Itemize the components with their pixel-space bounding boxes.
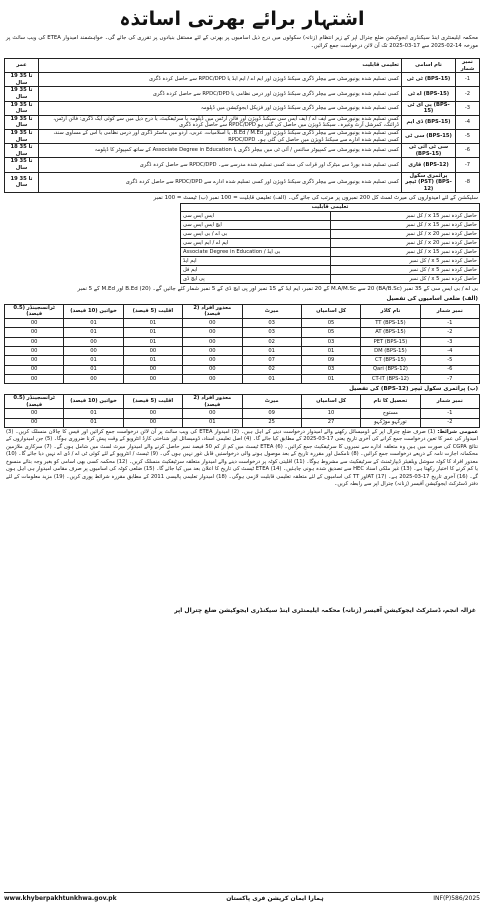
seats_table-header-cell: ٹرانسجینڈر (0.5 فیصد) [5, 304, 64, 318]
posts-cell-name: ڈی ایم (BPS-15) [402, 115, 456, 129]
seats_table-cell: 00 [123, 365, 182, 374]
seats_table-header-cell: نمبر شمار [420, 304, 479, 318]
seats_table-row [5, 356, 480, 365]
seats_table-cell: DM (BPS-15) [361, 346, 420, 355]
posts-cell-age: 19 تا 35 سال [5, 73, 39, 87]
seats_table-cell: 00 [5, 337, 64, 346]
seats_table-header-cell: خواتین (10 فیصد) [64, 304, 123, 318]
marks-note: سلیکشن کے لئے امیدواروں کی میرٹ لسٹ کل 200 نمبروں پر مرتب کی جائے گی۔ (الف) تعلیمی قابلیت = 100 نمبر (ب) ٹیسٹ = 100 نمبر [153, 195, 478, 202]
pst-table [4, 394, 480, 428]
posts-row [5, 144, 480, 158]
pst_table-cell: 00 [123, 409, 182, 418]
seats_table-cell: 00 [183, 328, 242, 337]
marks-footnote: بی اے / بی ایس سی کے 35 نمبر (BA/B.Sc) 20 سے M.A/M.Sc کے 20 نمبر، ایم ایڈ کے 15 نمبر اور پی ایچ ڈی کے 5 نمبر شمار کئے جائیں گے۔ B.Ed (20) اور M.Ed کے 5 نمبر [77, 285, 478, 292]
seats_table-cell: -7 [420, 374, 479, 383]
title-bar [4, 4, 480, 34]
page-title: اشتہار برائے بھرتی اساتذہ [119, 8, 365, 30]
marks-row [181, 229, 480, 238]
seats_table-header-cell: نام کاڈر [361, 304, 420, 318]
intro-paragraph: محکمہ ایلیمنٹری اینڈ سیکنڈری ایجوکیشن ضلع چترال اپر کے زیر انتظام (زنانہ) سکولوں میں درج ذیل اسامیوں پر بھرتی کے لئے مستقل بنیادوں پر تقرری کی جائے گی۔ خواہشمند امیدوار ETEA کی ویب سائٹ پر مورخہ 14-02-2025 سے 17-03-2025 تک آن لائن درخواست جمع کرائیں۔ [6, 35, 479, 49]
seats_table-cell: -1 [420, 319, 479, 328]
marks-cell-formula: حاصل کردہ نمبر x 15 / کل نمبر [330, 220, 480, 229]
seats_table-cell: 00 [123, 374, 182, 383]
posts-row [5, 115, 480, 129]
posts-cell-no: -5 [456, 129, 480, 143]
marks-cell-formula: حاصل کردہ نمبر x 15 / کل نمبر [330, 247, 480, 256]
seats_table-cell: 00 [5, 365, 64, 374]
seats_table-cell: 01 [64, 365, 123, 374]
signature-line: غزالہ انجم، ڈسٹرکٹ ایجوکیشن آفیسر (زنانہ) محکمہ ایلیمنٹری اینڈ سیکنڈری ایجوکیشن ضلع چترال اپر [174, 606, 476, 614]
posts-cell-age: 19 تا 35 سال [5, 87, 39, 101]
posts-cell-qualification: کسی تسلیم شدہ یونیورسٹی سے بیچلر ڈگری سیکنڈ ڈویژن اور فزیکل ایجوکیشن میں ڈپلومہ [39, 101, 402, 115]
seats_table-cell: 01 [242, 374, 301, 383]
marks-row [181, 220, 480, 229]
pst_table-cell: 00 [5, 418, 64, 427]
pst-heading: (ب) پرائمری سکول ٹیچر (BPS-12) کی تفصیل [349, 386, 478, 393]
pst_table-cell: -2 [420, 418, 479, 427]
pst_table-cell: 01 [64, 409, 123, 418]
marks-cell-formula: حاصل کردہ نمبر x 15 / کل نمبر [330, 211, 480, 220]
posts-cell-age: 19 تا 35 سال [5, 101, 39, 115]
seats_table-cell: 01 [242, 346, 301, 355]
pst_table-cell: 10 [301, 409, 360, 418]
posts-cell-name: سی ٹی آئی ٹی (BPS-15) [402, 144, 456, 158]
seats_table-cell: 00 [64, 337, 123, 346]
seats_table-row [5, 319, 480, 328]
marks-cell-qualification: ایچ ایس ایس سی [181, 220, 331, 229]
seats_table-cell: 01 [64, 319, 123, 328]
seats_table-cell: 03 [301, 365, 360, 374]
seats-table [4, 304, 480, 384]
marks-row [181, 256, 480, 265]
footer-reference: INF(P)586/2025 [433, 895, 480, 902]
seats_table-cell: 01 [64, 328, 123, 337]
pst_table-cell: 01 [183, 418, 242, 427]
seats_table-cell: 02 [242, 337, 301, 346]
seats_table-cell: 00 [183, 346, 242, 355]
marks-cell-qualification: Associate Degree in Education / بی ایڈ [181, 247, 331, 256]
posts-row [5, 87, 480, 101]
marks-table [180, 203, 480, 284]
seats_table-cell: -2 [420, 328, 479, 337]
posts-cell-no: -7 [456, 158, 480, 172]
posts-cell-age: 19 تا 35 سال [5, 172, 39, 193]
posts-cell-name: اے ٹی (BPS-15) [402, 87, 456, 101]
posts-row [5, 129, 480, 143]
seats_table-cell: 00 [183, 356, 242, 365]
posts-cell-name: پرائمری سکول ٹیچر (PST) (BPS-12) [402, 172, 456, 193]
marks-cell-qualification: ایم ایڈ [181, 256, 331, 265]
pst_table-header-cell: میرٹ [242, 395, 301, 409]
marks-cell-qualification: بی اے / بی ایس سی [181, 229, 331, 238]
posts-cell-qualification: کسی تسلیم شدہ یونیورسٹی سے بیچلر ڈگری سیکنڈ ڈویژن اور کسی تسلیم شدہ ادارے سے RPDC/DPD سے حاصل کردہ ڈگری [39, 172, 402, 193]
seats_table-cell: 00 [183, 374, 242, 383]
terms-title: عمومی شرائط: [437, 428, 478, 435]
marks-row [181, 265, 480, 274]
pst_table-row [5, 409, 480, 418]
seats_table-cell: PET (BPS-15) [361, 337, 420, 346]
posts-row [5, 158, 480, 172]
pst_table-header-cell: خواتین (10 فیصد) [64, 395, 123, 409]
footer-slogan: ہمارا ایمان کرپشن فری پاکستان [226, 895, 324, 902]
posts-body [5, 73, 480, 193]
seats_table-cell: 03 [242, 328, 301, 337]
posts-header-no: نمبر شمار [456, 59, 480, 73]
marks-cell-qualification: ایم اے / ایم ایس سی [181, 238, 331, 247]
marks-cell-formula: حاصل کردہ نمبر x 20 / کل نمبر [330, 229, 480, 238]
seats_table-cell: 01 [123, 328, 182, 337]
seats_table-cell: 03 [301, 337, 360, 346]
footer-website: www.khyberpakhtunkhwa.gov.pk [4, 895, 117, 902]
posts-cell-name: ٹی ٹی (BPS-15) [402, 73, 456, 87]
marks-header: تعلیمی قابلیت [181, 204, 480, 212]
seats_table-cell: CT-IT (BPS-12) [361, 374, 420, 383]
pst_table-header-cell: تحصیل کا نام [361, 395, 420, 409]
seats_table-cell: 01 [123, 356, 182, 365]
seats_table-cell: 01 [64, 356, 123, 365]
pst_table-header-cell: کل اسامیاں [301, 395, 360, 409]
seats_table-cell: -6 [420, 365, 479, 374]
posts-header-qualification: تعلیمی قابلیت [39, 59, 402, 73]
seats_table-cell: 01 [301, 374, 360, 383]
seats_table-cell: 00 [183, 319, 242, 328]
pst_table-header-cell: نمبر شمار [420, 395, 479, 409]
seats_table-cell: 02 [242, 365, 301, 374]
seats-body [5, 319, 480, 384]
seats_table-cell: 00 [64, 374, 123, 383]
pst_table-cell: 00 [123, 418, 182, 427]
pst-header-row [5, 395, 480, 409]
seats_table-cell: 03 [242, 319, 301, 328]
seats_table-cell: -5 [420, 356, 479, 365]
pst_table-cell: 27 [301, 418, 360, 427]
marks-cell-qualification: ایم فل [181, 265, 331, 274]
posts-row [5, 172, 480, 193]
marks-row [181, 247, 480, 256]
seats_table-row [5, 346, 480, 355]
seats_table-cell: 00 [183, 365, 242, 374]
posts-table [4, 58, 480, 193]
posts-cell-no: -6 [456, 144, 480, 158]
seats_table-cell: 07 [242, 356, 301, 365]
marks-cell-formula: حاصل کردہ نمبر x 20 / کل نمبر [330, 238, 480, 247]
pst_table-header-cell: اقلیت (5 فیصد) [123, 395, 182, 409]
pst-body [5, 409, 480, 428]
seats_table-cell: 00 [5, 346, 64, 355]
seats_table-cell: 09 [301, 356, 360, 365]
posts-cell-age: 19 تا 35 سال [5, 129, 39, 143]
posts-cell-no: -8 [456, 172, 480, 193]
seats_table-cell: 00 [123, 346, 182, 355]
seats_table-cell: TT (BPS-15) [361, 319, 420, 328]
seats_table-cell: AT (BPS-15) [361, 328, 420, 337]
posts-cell-no: -3 [456, 101, 480, 115]
posts-cell-qualification: کسی تسلیم شدہ یونیورسٹی سے بیچلر ڈگری سیکنڈ ڈویژن اور درس نظامی یا RPDC/DPD سے حاصل کردہ ڈگری [39, 87, 402, 101]
seats_table-row [5, 365, 480, 374]
seats_table-cell: Qari (BPS-12) [361, 365, 420, 374]
marks-cell-formula: حاصل کردہ نمبر x 5 / کل نمبر [330, 274, 480, 283]
marks-row [181, 274, 480, 283]
posts-cell-age: 18 تا 35 سال [5, 144, 39, 158]
posts-header-name: نام اسامی [402, 59, 456, 73]
seats_table-header-cell: معذور افراد (2 فیصد) [183, 304, 242, 318]
marks-row [181, 211, 480, 220]
pst_table-cell: -1 [420, 409, 479, 418]
seats_table-cell: 01 [123, 337, 182, 346]
seats_table-cell: 00 [5, 319, 64, 328]
seats_table-cell: 05 [301, 319, 360, 328]
pst_table-header-cell: معذور افراد (2 فیصد) [183, 395, 242, 409]
pst_table-cell: 00 [5, 409, 64, 418]
marks-cell-qualification: پی ایچ ڈی [181, 274, 331, 283]
seats_table-cell: 00 [64, 346, 123, 355]
posts-cell-no: -2 [456, 87, 480, 101]
seats_table-header-cell: اقلیت (5 فیصد) [123, 304, 182, 318]
seats_table-row [5, 337, 480, 346]
marks-cell-qualification: ایس ایس سی [181, 211, 331, 220]
seats_table-row [5, 328, 480, 337]
posts-cell-name: قاری (BPS-12) [402, 158, 456, 172]
marks-cell-formula: حاصل کردہ نمبر x 5 / کل نمبر [330, 256, 480, 265]
seats_table-row [5, 374, 480, 383]
seats-heading: (الف) ضلعی اسامیوں کی تفصیل [386, 295, 478, 302]
posts-cell-name: سی ٹی (BPS-15) [402, 129, 456, 143]
seats_table-cell: CT (BPS-15) [361, 356, 420, 365]
posts-cell-age: 19 تا 35 سال [5, 115, 39, 129]
posts-row [5, 101, 480, 115]
posts-cell-qualification: کسی تسلیم شدہ یونیورسٹی سے ایف اے / ایف ایس سی سیکنڈ ڈویژن اور فائن آرٹس میں ڈپلومہ یا سرٹیفکیٹ، یا درج ذیل میں سے کوئی ایک ڈگری: فائن آرٹس، ڈرائنگ، کمرشل آرٹ وغیرہ۔ سیکنڈ ڈویژن میں حاصل کی گئی ہو RPDC/DPD سے حاصل کردہ ڈگری [39, 115, 402, 129]
posts-cell-qualification: کسی تسلیم شدہ یونیورسٹی سے بیچلر ڈگری سیکنڈ ڈویژن اور ایم اے / ایم ایڈ یا RPDC/DPD سے حاصل کردہ ڈگری [39, 73, 402, 87]
seats_table-header-cell: کل اسامیاں [301, 304, 360, 318]
posts-cell-name: پی ای ٹی (BPS-15) [402, 101, 456, 115]
seats_table-cell: 00 [5, 356, 64, 365]
seats_table-cell: 05 [301, 328, 360, 337]
general-terms [4, 428, 480, 606]
marks-row [181, 238, 480, 247]
posts-cell-no: -4 [456, 115, 480, 129]
seats_table-cell: -4 [420, 346, 479, 355]
seats-header-row [5, 304, 480, 318]
terms-text: (1) صرف ضلع چترال اپر کے ڈومیسائل رکھنے والے امیدوار درخواست دینے کے اہل ہیں۔ (2) امیدوار ETEA کی ویب سائٹ پر آن لائن درخواست جمع کرائیں اور فیس کا چالان منسلک کریں۔ (3) امیدوار کی عمر کا تعین درخواست جمع کرانے کی آخری تاریخ یعنی 17-03-2025 کے مطابق کیا جائے گا۔ (4) اصل تعلیمی اسناد، ڈومیسائل اور شناختی کارڈ انٹرویو کے وقت پیش کرنا ضروری ہوگا۔ (5) جن امیدواروں کے نتائج CGPA کی صورت میں ہیں وہ متعلقہ ادارے سے نمبروں کا سرٹیفکیٹ جمع کرائیں۔ (6) ETEA ٹیسٹ میں کم از کم 50 فیصد نمبر حاصل کرنے والے امیدوار میرٹ لسٹ میں شامل ہوں گے۔ (7) سرکاری ملازمین محکمانہ اجازت نامہ کے ذریعے درخواست جمع کرائیں۔ (8) نامکمل اور مقررہ تاریخ کے بعد موصول ہونے والی درخواستیں قابل غور نہیں ہوں گی۔ (9) ٹیسٹ / انٹرویو کے لئے کوئی ٹی اے / ڈی اے نہیں دیا جائے گا۔ (10) معذور افراد کا کوٹہ سوشل ویلفیئر ڈیپارٹمنٹ کے سرٹیفکیٹ سے مشروط ہوگا۔ (11) اقلیتی کوٹہ پر درخواست دینے والے امیدوار متعلقہ سرٹیفکیٹ منسلک کریں۔ (12) محکمہ کسی بھی اسامی کو بغیر وجہ بتائے منسوخ یا کم کرنے کا اختیار رکھتا ہے۔ (13) غیر ملکی اسناد HEC سے تصدیق شدہ ہونی چاہئیں۔ (14) ETEA ٹیسٹ کی تاریخ کا اعلان بعد میں کیا جائے گا۔ (15) ضلعی کوٹہ کی اسامیوں پر صرف مقامی امیدوار ہی اہل ہوں گے۔ (16) آخری تاریخ 17-03-2025 ہے۔ (17) ATاور TT کی اسامیوں کے لئے متعلقہ تعلیمی قابلیت لازمی ہوگی۔ (18) امیدوار تعلیمی پالیسی 2011 کے مطابق مقررہ شرائط پوری کریں۔ (19) مزید معلومات کے لئے دفتر ڈسٹرکٹ ایجوکیشن آفیسر (زنانہ) چترال اپر سے رابطہ کریں۔ [6, 428, 479, 488]
posts-cell-age: 19 تا 35 سال [5, 158, 39, 172]
pst_table-cell: 25 [242, 418, 301, 427]
seats_table-cell: 00 [5, 328, 64, 337]
seats_table-cell: 01 [301, 346, 360, 355]
posts-cell-qualification: کسی تسلیم شدہ یونیورسٹی سے بیچلر ڈگری سیکنڈ ڈویژن اور B.Ed / M.Ed، یا اسلامیات، عربی، اردو میں ماسٹر ڈگری اور درس نظامی یا اس کے مساوی سند، کسی تسلیم شدہ ادارے سے سیکنڈ ڈویژن میں حاصل کی گئی ہو۔ RPDC/DPD [39, 129, 402, 143]
marks-body [181, 211, 480, 283]
pst_table-cell: 00 [183, 409, 242, 418]
seats_table-cell: 00 [5, 374, 64, 383]
pst_table-cell: 09 [242, 409, 301, 418]
seats_table-cell: 00 [183, 337, 242, 346]
posts-cell-qualification: کسی تسلیم شدہ یونیورسٹی سے کمپیوٹر سائنس / آئی ٹی میں بیچلر ڈگری یا Associate Degree in Education کے ساتھ کمپیوٹر کا ڈپلومہ [39, 144, 402, 158]
pst_table-cell: مستوج [361, 409, 420, 418]
footer-bar [4, 892, 480, 904]
seats_table-cell: -3 [420, 337, 479, 346]
posts-header-age: عمر [5, 59, 39, 73]
seats_table-header-cell: میرٹ [242, 304, 301, 318]
posts-cell-qualification: کسی تسلیم شدہ بورڈ سے میٹرک اور قرات کی سند کسی تسلیم شدہ مدرسے سے۔ RPDC/DPD سے حاصل کردہ ڈگری [39, 158, 402, 172]
pst_table-cell: تورکہو موڑکہو [361, 418, 420, 427]
pst_table-cell: 01 [64, 418, 123, 427]
pst_table-row [5, 418, 480, 427]
seats_table-cell: 01 [123, 319, 182, 328]
posts-cell-no: -1 [456, 73, 480, 87]
advertisement-page [4, 4, 480, 904]
marks-cell-formula: حاصل کردہ نمبر x 5 / کل نمبر [330, 265, 480, 274]
pst_table-header-cell: ٹرانسجینڈر (0.5 فیصد) [5, 395, 64, 409]
posts-row [5, 73, 480, 87]
